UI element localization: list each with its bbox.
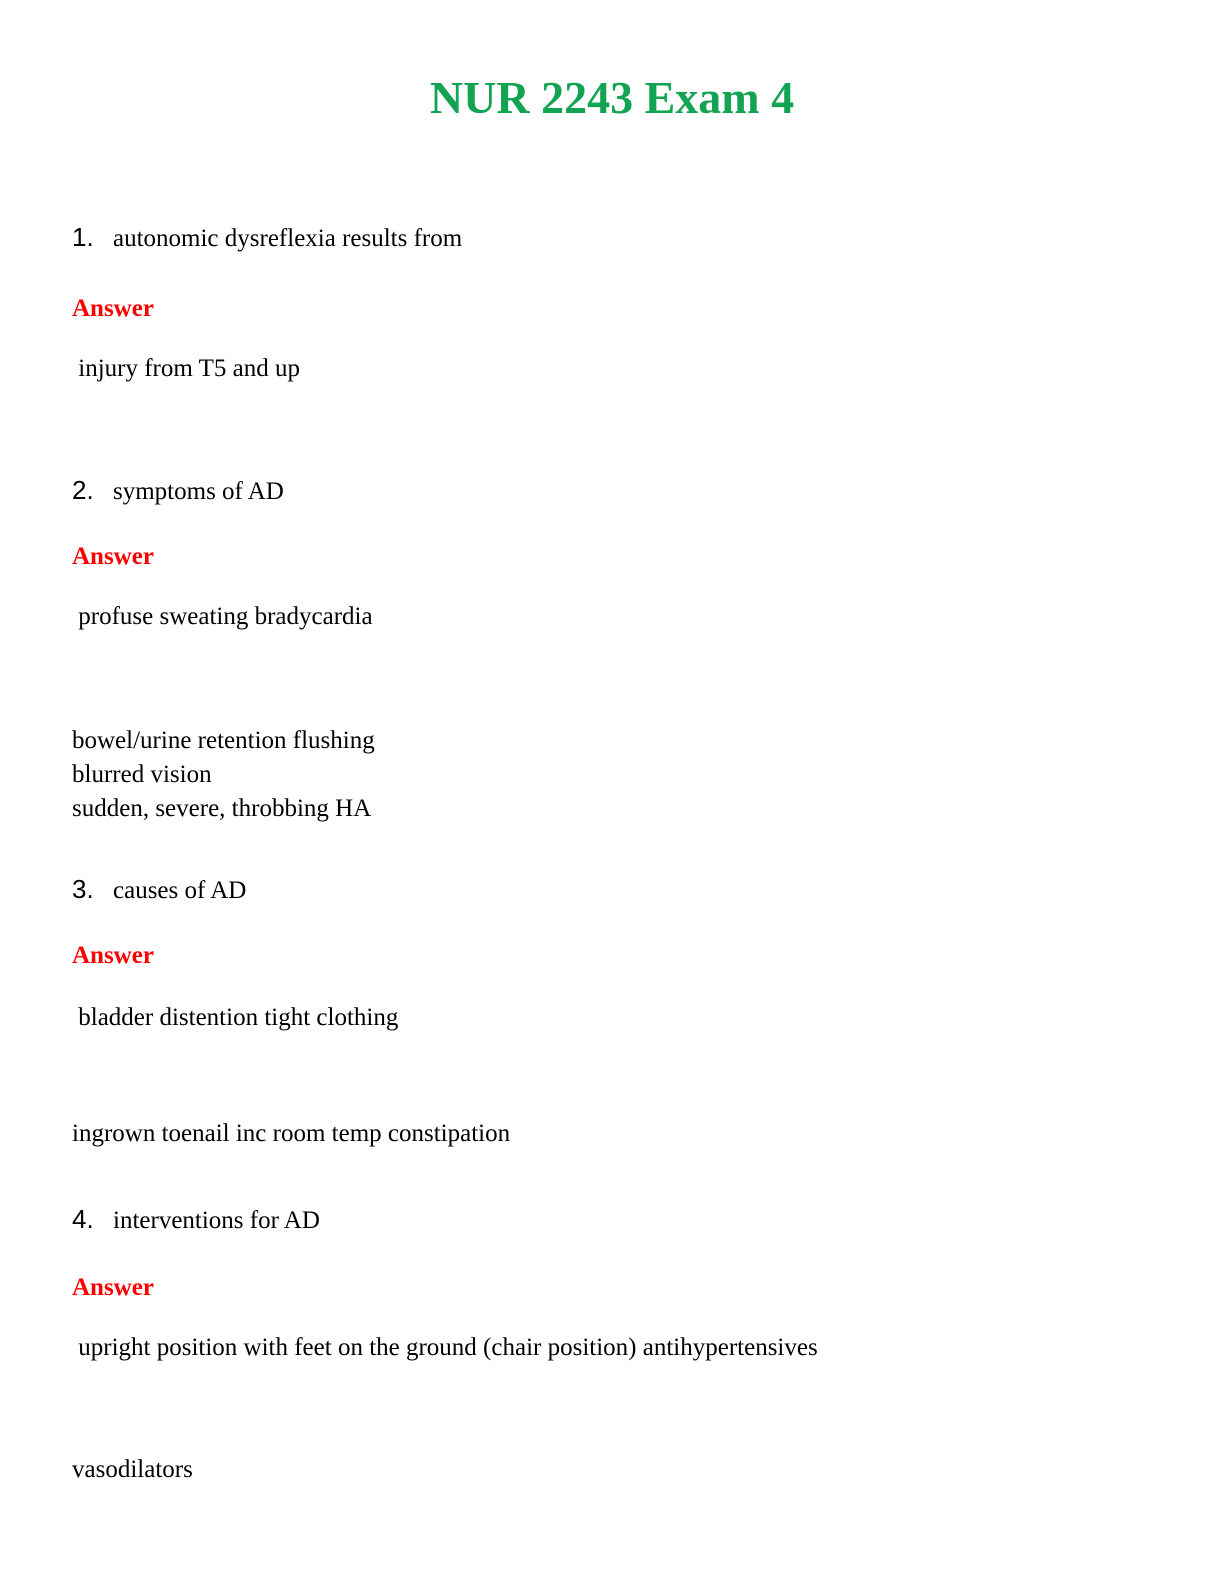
answer-block (72, 602, 1152, 632)
question-row (72, 475, 1152, 507)
question-row (72, 874, 1152, 906)
answer-label: Answer (72, 1274, 154, 1301)
qa-item (72, 1204, 1152, 1485)
answer-text-line: blurred vision (72, 761, 212, 788)
answer-block (72, 354, 1152, 384)
page-title: NUR 2243 Exam 4 (429, 72, 795, 123)
answer-text-line: vasodilators (72, 1456, 193, 1483)
answer-text-line: bowel/urine retention flushing (72, 727, 375, 754)
answer-label: Answer (72, 942, 154, 969)
answer-block (72, 1119, 1152, 1149)
answer-text-line: upright position with feet on the ground (chair position) antihypertensives (72, 1334, 818, 1361)
answer-block (72, 724, 1152, 826)
answer-text-line: injury from T5 and up (72, 355, 300, 382)
question-number: 2. (72, 475, 94, 505)
answer-block (72, 1333, 1152, 1363)
question-row (72, 222, 1152, 254)
answer-block (72, 1455, 1152, 1485)
answer-text-line: bladder distention tight clothing (72, 1004, 399, 1031)
question-text: symptoms of AD (113, 478, 284, 505)
question-number: 3. (72, 874, 94, 904)
question-text: interventions for AD (113, 1207, 320, 1234)
qa-item (72, 222, 1152, 384)
question-number: 4. (72, 1204, 94, 1234)
qa-item (72, 475, 1152, 826)
answer-label: Answer (72, 543, 154, 570)
question-text: causes of AD (113, 877, 247, 904)
answer-text-line: sudden, severe, throbbing HA (72, 795, 372, 822)
answer-text-line: ingrown toenail inc room temp constipation (72, 1120, 511, 1147)
question-row (72, 1204, 1152, 1236)
answer-label: Answer (72, 295, 154, 322)
answer-text-line: profuse sweating bradycardia (72, 603, 373, 630)
question-number: 1. (72, 222, 94, 252)
answer-block (72, 1003, 1152, 1033)
qa-item (72, 874, 1152, 1149)
question-text: autonomic dysreflexia results from (113, 225, 463, 252)
